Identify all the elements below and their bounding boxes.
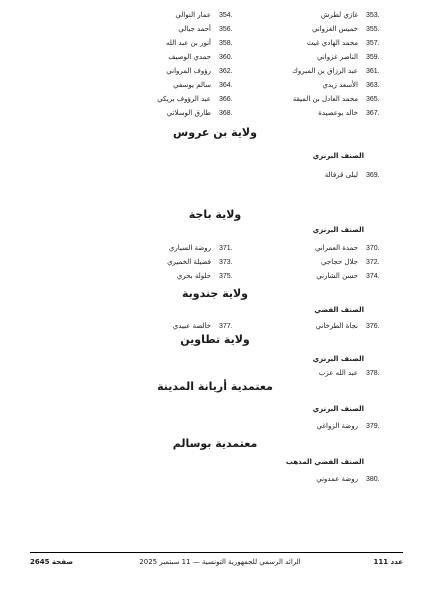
list-item (105, 257, 233, 268)
issue-label: عدد (390, 558, 403, 566)
list-item (105, 108, 233, 119)
entry-number: 363. (366, 82, 380, 89)
entry-name: خميس الغزواني (311, 25, 358, 33)
entry-number: 370. (366, 245, 380, 252)
entry-number: 359. (366, 54, 380, 61)
section-heading: ولاية بن عروس (173, 126, 257, 139)
entry-number: 368. (219, 110, 233, 117)
list-item (250, 257, 380, 268)
issue-value: 111 (373, 558, 389, 566)
entry-number: 362. (219, 68, 233, 75)
gazette-date-line: الرائد الرسمي للجمهورية التونسية — 11 سبتمبر 2025 (139, 558, 301, 566)
entry-name: ليلى قرقالة (324, 171, 358, 179)
entry-name: غازي لطرش (320, 11, 358, 19)
list-item (105, 66, 233, 77)
entry-number: 357. (366, 40, 380, 47)
entry-name: عبد الرؤوف بريكي (157, 95, 211, 103)
section-heading: ولاية باجة (188, 208, 242, 221)
entry-name: جلال حجاجي (321, 258, 358, 266)
list-item (250, 38, 380, 49)
category-label: الصنف البرنزي (312, 355, 364, 363)
list-item (250, 368, 380, 379)
entry-name: عمار النوالي (175, 11, 211, 19)
page-value: 2645 (30, 558, 50, 566)
entry-name: أحمد جبالي (178, 25, 211, 33)
entry-name: طارق الوسلاتي (166, 109, 211, 117)
list-item (250, 24, 380, 35)
section-heading: ولاية جندوبة (181, 287, 249, 300)
entry-number: 377. (219, 323, 233, 330)
section-heading: معتمدية بوسالم (172, 437, 258, 450)
footer-divider (30, 552, 403, 553)
list-item (250, 94, 380, 105)
list-item (250, 170, 380, 181)
list-item (250, 271, 380, 282)
entry-name: حسن الشارني (316, 272, 358, 280)
entry-name: محمد العادل بن الميقة (292, 95, 358, 103)
section-heading: معتمدية أريانة المدينة (157, 380, 273, 393)
entry-number: 376. (366, 323, 380, 330)
entry-number: 354. (219, 12, 233, 19)
entry-name: عبد الله عزب (318, 369, 358, 377)
entry-name: رؤوف المرواني (166, 67, 211, 75)
list-item (105, 10, 233, 21)
entry-number: 355. (366, 26, 380, 33)
list-item (105, 52, 233, 63)
entry-name: الناصر غزواني (317, 53, 358, 61)
list-item (105, 94, 233, 105)
entry-name: أنور بن عبد الله (166, 39, 211, 47)
entry-number: 361. (366, 68, 380, 75)
entry-name: خالد بوعصيدة (318, 109, 358, 117)
section-heading: ولاية تطاوين (180, 333, 250, 346)
page-number (30, 558, 73, 566)
category-label: الصنف الفضي المذهب (285, 458, 364, 466)
list-item (250, 66, 380, 77)
entry-number: 372. (366, 259, 380, 266)
list-item (250, 108, 380, 119)
entry-name: نجاة الطرخاني (315, 322, 358, 330)
entry-number: 374. (366, 273, 380, 280)
entry-name: سالم يوسفي (173, 81, 211, 89)
list-item (250, 243, 380, 254)
entry-number: 373. (219, 259, 233, 266)
list-item (250, 321, 380, 332)
entry-number: 366. (219, 96, 233, 103)
entry-number: 369. (366, 172, 380, 179)
list-item (250, 80, 380, 91)
entry-name: روضة السياري (168, 244, 211, 252)
entry-number: 375. (219, 273, 233, 280)
entry-number: 364. (219, 82, 233, 89)
entry-name: حمدة العمراني (314, 244, 358, 252)
issue-number (374, 558, 403, 566)
entry-number: 353. (366, 12, 380, 19)
list-item (105, 321, 233, 332)
entry-number: 380. (366, 476, 380, 483)
page-label: صفحة (51, 558, 74, 566)
list-item (250, 421, 380, 432)
category-label: الصنف البرنزي (312, 405, 364, 413)
entry-name: حمدي الوصيف (168, 53, 211, 61)
entry-number: 371. (219, 245, 233, 252)
entry-number: 378. (366, 370, 380, 377)
entry-name: روضة الزواغي (316, 422, 358, 430)
entry-name: الأسعد زيدي (322, 81, 358, 89)
entry-number: 379. (366, 423, 380, 430)
entry-name: عبد الرزاق بن المبروك (292, 67, 358, 75)
list-item (250, 52, 380, 63)
category-label: الصنف البرنزي (312, 226, 364, 234)
category-label: الصنف الفضي (314, 306, 364, 314)
entry-name: فضيلة الخميري (167, 258, 211, 266)
entry-number: 356. (219, 26, 233, 33)
list-item (250, 474, 380, 485)
list-item (250, 10, 380, 21)
entry-name: روضة عمدوني (316, 475, 358, 483)
list-item (105, 80, 233, 91)
entry-name: حلولة بحري (176, 272, 211, 280)
list-item (105, 24, 233, 35)
entry-number: 360. (219, 54, 233, 61)
entry-number: 358. (219, 40, 233, 47)
entry-name: محمد الهادي غيث (306, 39, 358, 47)
list-item (105, 271, 233, 282)
entry-number: 365. (366, 96, 380, 103)
list-item (105, 243, 233, 254)
list-item (105, 38, 233, 49)
entry-name: خالصة عبيدي (172, 322, 211, 330)
entry-number: 367. (366, 110, 380, 117)
category-label: الصنف البرنزي (312, 152, 364, 160)
